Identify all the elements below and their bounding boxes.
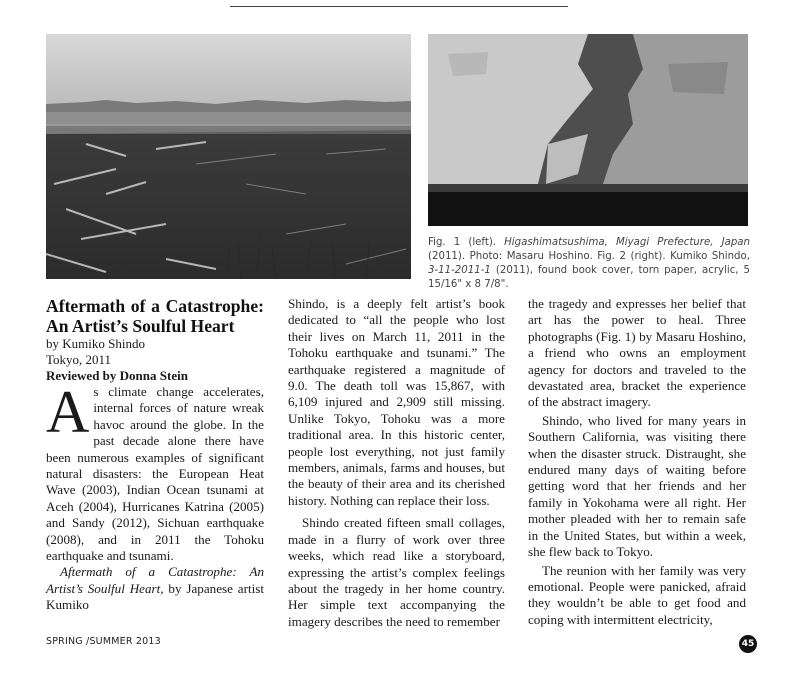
column-3 (528, 296, 746, 628)
drop-cap: A (46, 379, 90, 445)
paragraph-california: Shindo, who lived for many years in Southern California, was visiting there when the disaster struck. Distraught, she endured many days of waiting before getting word that her friends and her family in Yokohama were all right. Her mother pleaded with her to remain safe in the United States, but within a week, she flew back to Tokyo. (528, 412, 746, 560)
paragraph-collages: Shindo created fifteen small collages, made in a flurry of work over three weeks, which read like a storyboard, expressing the artist’s complex feelings about the tragedy in her home country. Her simple text accompanying the imagery describes the need to remember (288, 515, 505, 629)
page-number-badge: 45 (739, 635, 757, 653)
caption-fig1-prefix: Fig. 1 (left). (428, 237, 505, 248)
fig2-collage-artwork (428, 34, 748, 226)
book-author: by Kumiko Shindo (46, 336, 145, 351)
paragraph-book-intro (46, 564, 264, 613)
caption-fig2-title: 3-11-2011-1 (428, 265, 491, 276)
book-title-italic: Aftermath of a Catastrophe: An Artist’s Soulful Heart (46, 564, 264, 596)
paragraph-healing: the tragedy and expresses her belief that art has the power to heal. Three photographs (Fig. 1) by Masaru Hoshino, a friend who owns an employment agency for doctors and traveled to the devastated area, bracket the experience of the abstract imagery. (528, 296, 746, 410)
paragraph-intro (46, 379, 264, 564)
top-rule (230, 6, 568, 7)
reviewer-byline: Reviewed by Donna Stein (46, 368, 188, 383)
caption-fig2-rest: (2011), found book cover, torn paper, acrylic, 5 15/16" x 8 7/8". (428, 265, 750, 290)
caption-fig1-rest: (2011). Photo: Masaru Hoshino. Fig. 2 (right). Kumiko Shindo, (428, 251, 750, 262)
caption-fig1-title: Higashimatsushima, Miyagi Prefecture, Japan (504, 237, 750, 248)
paragraph-reunion: The reunion with her family was very emotional. People were panicked, afraid they wouldn’t be able to get food and coping with intermittent electricity, (528, 562, 746, 627)
fig1-photo-debris-field (46, 34, 411, 279)
paragraph-dedication: Shindo, is a deeply felt artist’s book dedicated to “all the people who lost their lives on March 11, 2011 in the Tohoku earthquake and tsunami.” The earthquake registered a magnitude of 9.0. The death toll was 15,867, with 6,109 injured and 2,909 still missing. Unlike Tokyo, Tohoku was a more traditional area. In this historic center, people lost everything, not just family members, animals, farms and houses, but the beauty of their area and its cherished history. Nothing can replace their loss. (288, 296, 505, 508)
paragraph-book-intro-text: , by Japanese artist Kumiko (46, 580, 264, 613)
figure-caption (428, 236, 750, 292)
column-1 (46, 296, 264, 614)
column-2 (288, 296, 505, 630)
book-publisher: Tokyo, 2011 (46, 352, 112, 367)
book-title: Aftermath of a Catastrophe: An Artist’s Soulful Heart (46, 296, 264, 336)
paragraph-intro-text: s climate change accelerates, internal forces of nature wreak havoc around the globe. In the past decade alone there have been numerous examples of significant natural disasters: the European Heat Wave (2003), Indian Ocean tsunami at Aceh (2004), Hurricanes Katrina (2005) and Sandy (2012), Sichuan earthquake (2008), and in 2011 the Tohoku earthquake and tsunami. (46, 384, 264, 564)
issue-footer: SPRING /SUMMER 2013 (46, 636, 161, 647)
